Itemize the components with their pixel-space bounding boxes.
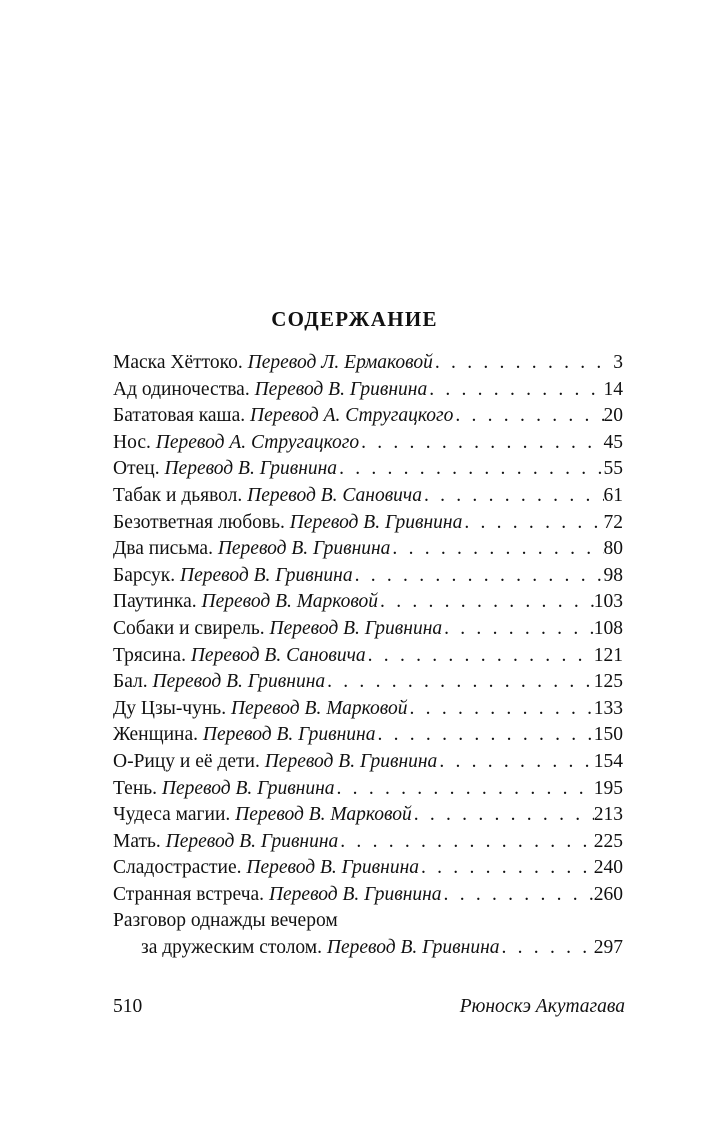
entry-title: Отец. (113, 458, 160, 480)
entry-page: 225 (593, 830, 623, 852)
entry-title: Сладострастие. (113, 857, 242, 879)
dot-leader (366, 643, 594, 670)
entry-title: Собаки и свирель. (113, 617, 265, 639)
toc-entry (113, 510, 623, 537)
toc-entry (113, 722, 623, 749)
entry-title: Чудеса магии. (113, 804, 231, 826)
entry-translator: Перевод В. Марковой (235, 804, 412, 826)
entry-page: 72 (603, 511, 623, 533)
entry-translator: Перевод В. Гривнина (152, 671, 326, 693)
running-author: Рюноскэ Акутагава (459, 996, 625, 1017)
entry-translator: Перевод В. Марковой (230, 697, 408, 719)
entry-translator: Перевод В. Гривнина (254, 378, 428, 400)
entry-translator: Перевод В. Гривнина (179, 564, 353, 586)
toc-entry (113, 589, 623, 616)
dot-leader (325, 669, 594, 696)
dot-leader (422, 483, 604, 510)
entry-title: Бататовая каша. (113, 405, 246, 427)
dot-leader (442, 882, 594, 909)
entry-page: 103 (593, 591, 623, 613)
dot-leader (375, 722, 593, 749)
page-number: 510 (113, 996, 143, 1017)
dot-leader (427, 377, 603, 404)
entry-translator: Перевод В. Марковой (201, 591, 379, 613)
dot-leader (390, 536, 603, 563)
entry-page: 240 (593, 857, 623, 879)
entry-translator: Перевод В. Гривнина (217, 538, 391, 560)
toc-entry (113, 802, 623, 829)
toc-entry (113, 536, 623, 563)
entry-title: Бал. (113, 671, 148, 693)
dot-leader (437, 749, 593, 776)
entry-page: 61 (603, 484, 623, 506)
dot-leader (353, 563, 604, 590)
entry-page: 108 (593, 617, 623, 639)
entry-title: Тень. (113, 777, 158, 799)
dot-leader (338, 829, 593, 856)
entry-page: 213 (593, 804, 623, 826)
entry-page: 55 (603, 458, 623, 480)
entry-title: Паутинка. (113, 591, 197, 613)
entry-translator: Перевод В. Гривнина (164, 458, 338, 480)
entry-translator: Перевод В. Сановича (247, 484, 422, 506)
toc-entry (113, 456, 623, 483)
entry-title: Нос. (113, 431, 151, 453)
entry-title: Ад одиночества. (113, 378, 250, 400)
entry-page: 297 (593, 937, 623, 959)
entry-page: 121 (593, 644, 623, 666)
dot-leader (500, 935, 594, 962)
toc-entries (113, 350, 623, 908)
entry-translator: Перевод В. Гривнина (165, 830, 339, 852)
toc-entry (113, 669, 623, 696)
entry-title: Два письма. (113, 538, 213, 560)
toc-entry (113, 350, 623, 377)
toc-entry (113, 377, 623, 404)
entry-page: 260 (593, 883, 623, 905)
entry-translator: Перевод Л. Ермаковой (247, 352, 433, 373)
dot-leader (337, 456, 603, 483)
dot-leader (442, 616, 594, 643)
entry-title: Женщина. (113, 724, 198, 746)
entry-page: 154 (593, 750, 623, 772)
toc-entry (113, 430, 623, 457)
toc-entry (113, 563, 623, 590)
toc-entry (113, 829, 623, 856)
dot-leader (335, 776, 594, 803)
entry-translator: Перевод В. Гривнина (289, 511, 463, 533)
entry-translator: Перевод В. Гривнина (326, 937, 500, 959)
entry-translator: Перевод В. Гривнина (269, 617, 443, 639)
dot-leader (453, 403, 603, 430)
toc-entry (113, 483, 623, 510)
entry-translator: Перевод В. Гривнина (202, 724, 376, 746)
toc-entry (113, 643, 623, 670)
entry-title: Странная встреча. (113, 883, 265, 905)
entry-translator: Перевод А. Стругацкого (249, 405, 454, 427)
entry-title-line2: за дружеским столом. (141, 937, 323, 959)
entry-page: 20 (603, 405, 623, 427)
entry-title: Безответная любовь. (113, 511, 285, 533)
entry-translator: Перевод В. Гривнина (264, 750, 438, 772)
entry-page: 125 (593, 671, 623, 693)
entry-page: 14 (603, 378, 623, 400)
entry-title: О-Рицу и её дети. (113, 750, 260, 772)
toc-entry (113, 908, 623, 961)
entry-title: Барсук. (113, 564, 176, 586)
entry-title: Трясина. (113, 644, 186, 666)
entry-title: Табак и дьявол. (113, 484, 243, 506)
entry-translator: Перевод В. Гривнина (161, 777, 335, 799)
entry-page: 45 (603, 431, 623, 453)
toc-entry (113, 696, 623, 723)
toc-entry (113, 403, 623, 430)
toc-entry (113, 855, 623, 882)
dot-leader (408, 696, 594, 723)
page-title: СОДЕРЖАНИЕ (271, 307, 438, 331)
entry-translator: Перевод В. Сановича (190, 644, 366, 666)
entry-translator: Перевод В. Гривнина (268, 883, 442, 905)
entry-translator: Перевод В. Гривнина (246, 857, 419, 879)
toc-entry (113, 749, 623, 776)
entry-page: 195 (593, 777, 623, 799)
entry-translator: Перевод А. Стругацкого (155, 431, 360, 453)
toc-entry (113, 776, 623, 803)
entry-page: 98 (603, 564, 623, 586)
dot-leader (433, 350, 613, 377)
entry-title-line1: Разговор однажды вечером (113, 910, 338, 932)
dot-leader (412, 802, 594, 829)
entry-title: Маска Хёттоко. (113, 352, 243, 373)
entry-page: 133 (593, 697, 623, 719)
toc-entry (113, 882, 623, 909)
dot-leader (378, 589, 594, 616)
toc-entry (113, 616, 623, 643)
dot-leader (462, 510, 603, 537)
dot-leader (419, 855, 594, 882)
table-of-contents (113, 350, 623, 962)
entry-page: 3 (613, 352, 623, 373)
dot-leader (359, 430, 603, 457)
entry-page: 150 (593, 724, 623, 746)
entry-title: Ду Цзы-чунь. (113, 697, 227, 719)
page-footer (113, 996, 625, 1018)
entry-page: 80 (603, 538, 623, 560)
entry-title: Мать. (113, 830, 161, 852)
